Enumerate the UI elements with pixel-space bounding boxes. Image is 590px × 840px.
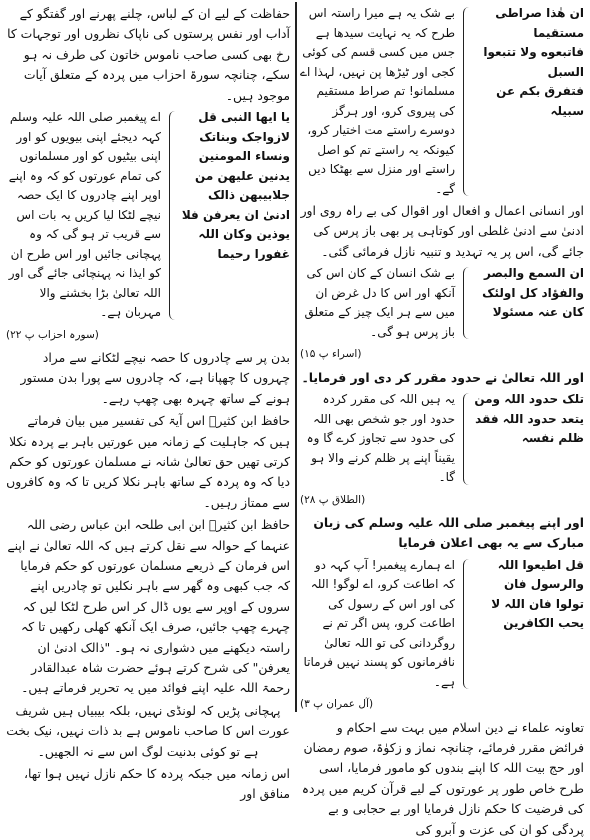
- paragraph: تعاونہ علماء نے دین اسلام میں بہت سے احکام و فرائض مقرر فرمائے، چنانچہ نماز و زکوٰۃ، صوم رمضان اور حج بیت اللہ کا اپنے بندوں کو مامور فرمایا، اسی طرح خاص طور پر عورتوں کے لیے قرآن کریم میں پردہ کی فرضیت کا حکم نازل فرمایا اور بے حجابی و بے پردگی کو ان کی عزت و آبرو کی: [301, 719, 584, 837]
- ayah-arabic: ان السمع والبصر والفؤاد کل اولئک کان عنہ مسئولا: [482, 266, 584, 320]
- brace: [463, 393, 470, 485]
- ayah-reference: (سورہ احزاب پ ۲۲): [6, 328, 99, 341]
- paragraph: اور اللہ تعالیٰ نے حدود مقرر کر دی اور فرمایا۔: [301, 369, 584, 385]
- intro-ayah-block: [300, 4, 584, 199]
- brace: [463, 267, 470, 339]
- ayah-translation: اے ہمارے پیغمبر! آپ کہہ دو کہ اطاعت کرو، اے لوگو! اللہ کی اور اس کے رسول کی اطاعت کرو، پس اگر تم نے روگردانی کی تو اللہ تعالیٰ نافرمانوں کو پسند نہیں فرماتا ہے۔: [303, 557, 455, 689]
- ayah-reference: (آل عمران پ ۳): [300, 698, 374, 711]
- paragraph: حفاظت کے لیے ان کے لباس، چلنے پھرنے اور گفتگو کے آداب اور نفس پرستوں کی ناپاک نظروں اور توجہات کا رخ بھی کسی صاحب ناموس خاتون کی طرف نہ ہو سکے، چنانچہ سورۃ احزاب میں پردہ کے متعلق آیات موجود ہیں۔: [7, 6, 290, 103]
- brace: [463, 7, 470, 196]
- left-column: [6, 4, 290, 802]
- ayah-block: [300, 264, 584, 342]
- ayah-block: [6, 108, 290, 323]
- ayah-arabic: تلک حدود اللہ ومن یتعد حدود اللہ فقد ظلم نفسہ: [474, 392, 584, 446]
- paragraph: حافظ ابن کثیرؒ اس آیۃ کی تفسیر میں بیان فرماتے ہیں کہ جاہلیت کے زمانہ میں عورتیں باہر بے پردہ نکلا کرتی تھیں حق تعالیٰ شانہ نے مسلمان عورتوں کو حکم دیا کہ وہ پردہ کے ساتھ باہر نکلا کریں تا کہ وہ کافروں سے ممتاز رہیں۔: [6, 413, 290, 510]
- ayah-translation: یہ ہیں اللہ کی مقرر کردہ حدود اور جو شخص بھی اللہ کی حدود سے تجاوز کرے گا وہ یقیناً اپنے پر ظلم کرنے والا ہو گا۔: [306, 392, 455, 485]
- ayah-reference: (اسراء پ ۱۵): [300, 348, 362, 361]
- brace: [463, 559, 470, 690]
- intro-ayah-arabic: ان هٰذا صراطی مستقیما فاتبعوه ولا تتبعوا السبل فتفرق بکم عن سبیلہ: [483, 6, 584, 118]
- ayah-translation: بے شک انسان کے کان اس کی آنکھ اور اس کا دل غرض ان میں سے ہر ایک چیز کے متعلق باز پرس ہو گی۔: [304, 266, 455, 339]
- paragraph: اس زمانہ میں جبکہ پردہ کا حکم نازل نہیں ہوا تھا، منافق اور: [24, 766, 290, 802]
- quote-paragraph: پہچانی پڑیں کہ لونڈی نہیں، بلکہ بیبیاں ہیں شریف عورت اس کا صاحب ناموس ہے بد ذات نہیں، نیک بخت ہے تو کوئی بدنیت لوگ اس سے نہ الجھیں۔: [6, 702, 290, 759]
- intro-ayah-translation: بے شک یہ ہے میرا راستہ اس طرح کہ یہ نہایت سیدھا ہے جس میں کسی قسم کی کوئی کجی اور ٹیڑھا پن نہیں، لہذا اے مسلمانو! تم صراط مستقیم کی پیروی کرو، اور ہرگز دوسرے راستے مت اختیار کرو، کیونکہ یہ راستے تم کو اصل راستے اور منزل سے بھٹکا دیں گے۔: [300, 6, 455, 196]
- paragraph: بدن پر سے چادروں کا حصہ نیچے لٹکانے سے مراد چہروں کا چھپانا ہے، کہ چادروں سے پورا بدن مستور ہونے کے ساتھ چہرہ بھی چھپ رہے۔: [20, 349, 290, 406]
- ayah-reference: (الطلاق پ ۲۸): [300, 493, 366, 506]
- ayah-translation: اے پیغمبر صلی اللہ علیہ وسلم کہہ دیجئے اپنی بیویوں کو اور اپنی بیٹیوں کو اور مسلمانوں کی تمام عورتوں کو کہ وہ اپنے اوپر اپنے چادروں کا ایک حصہ نیچے لٹکا لیا کریں یہ بات اس سے قریب تر ہو گی کہ وہ پہچانی جائیں اور اس طرح ان کو ایذا نہ پہنچائی جائے گی اور اللہ تعالیٰ بڑا بخشنے والا مہربان ہے۔: [8, 110, 161, 320]
- paragraph: اور انسانی اعمال و افعال اور اقوال کی بے راہ روی اور ادنیٰ سے ادنیٰ غلطی اور کوتاہی پر بھی باز پرس کی جائے گی، اس پر یہ تہدید و تنبیہ نازل فرمائی گئی۔: [300, 203, 584, 259]
- ayah-arabic: قل اطیعوا اللہ والرسول فان تولوا فان اللہ لا یحب الکافرین: [491, 557, 584, 631]
- column-divider: [295, 2, 297, 712]
- paragraph: اور اپنے پیغمبر صلی اللہ علیہ وسلم کی زبان مبارک سے یہ بھی اعلان فرمایا: [313, 514, 584, 551]
- right-column: [300, 4, 584, 837]
- brace: [169, 111, 176, 320]
- ayah-arabic: یا ایھا النبی قل لازواجک وبناتک ونساء المومنین یدنین علیھن من جلابیبھن ذالک ادنیٰ ان یعرفن فلا یوذین وکان اللہ غفورا رحیما: [181, 110, 290, 261]
- paragraph: حافظ ابن کثیرؒ ابن ابی طلحہ ابن عباس رضی اللہ عنہما کے حوالہ سے نقل کرتے ہیں کہ اللہ تعالیٰ نے اپنے اس فرمان کے ذریعے مسلمان عورتوں کو حکم فرمایا کہ جب کبھی وہ گھر سے باہر نکلیں تو چادریں اپنے سروں کے اوپر سے یوں ڈال کر اس طرح لٹکا لیں کہ چہرے چھپ جائیں، صرف ایک آنکھ کھلی رکھیں تا کہ راستہ دیکھنے میں دشواری نہ ہو۔ "ذالک ادنیٰ ان یعرفن" کی شرح کرتے ہوئے حضرت شاہ عبدالقادر رحمۃ اللہ علیہ اپنے فوائد میں یہ تحریر فرماتے ہیں۔: [7, 517, 290, 696]
- ayah-block: [300, 390, 584, 488]
- ayah-block: [300, 556, 584, 693]
